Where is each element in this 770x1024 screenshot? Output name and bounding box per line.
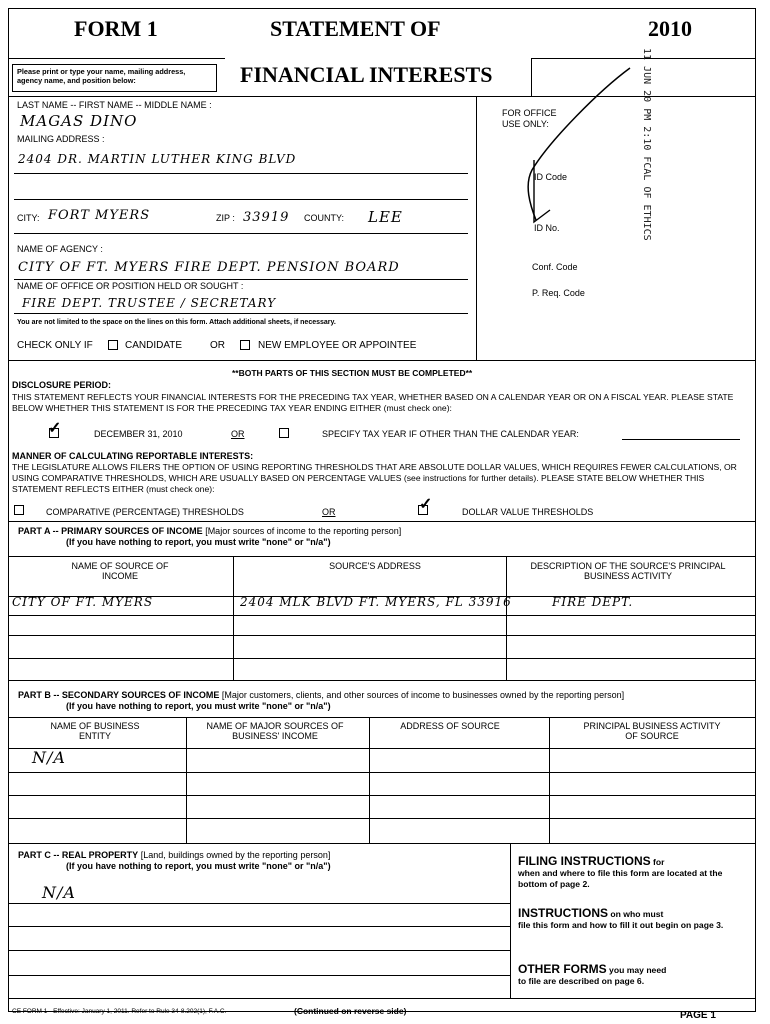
- zip-value: 33919: [243, 210, 290, 225]
- part-a-col-description: DESCRIPTION OF THE SOURCE'S PRINCIPAL BUSINESS ACTIVITY: [530, 561, 726, 581]
- id-code-label: ID Code: [534, 172, 568, 182]
- footer-continued: (Continued on reverse side): [294, 1006, 407, 1016]
- office-value: FIRE DEPT. TRUSTEE / SECRETARY: [22, 296, 277, 310]
- threshold-or: OR: [322, 507, 336, 517]
- candidate-label: CANDIDATE: [125, 340, 183, 351]
- part-a-row1-address: 2404 MLK BLVD FT. MYERS, FL 33916: [240, 595, 512, 609]
- city-label: CITY:: [17, 213, 40, 223]
- part-b-col-entity: NAME OF BUSINESS ENTITY: [50, 721, 140, 741]
- part-a-row1-name: CITY OF FT. MYERS: [12, 595, 154, 609]
- other-forms-note: OTHER FORMS you may need to file are described on page 6.: [518, 962, 667, 986]
- filing-instructions: FILING INSTRUCTIONS for when and where to file this form are located at the bottom of page 2.: [518, 854, 723, 889]
- part-a-heading: PART A -- PRIMARY SOURCES OF INCOME [Major sources of income to the reporting person]: [18, 526, 402, 536]
- specify-tax-year-field[interactable]: [622, 439, 740, 440]
- agency-label: NAME OF AGENCY :: [17, 244, 103, 254]
- comparative-checkbox[interactable]: [14, 505, 24, 515]
- part-c-heading: PART C -- REAL PROPERTY [Land, buildings owned by the reporting person]: [18, 850, 331, 860]
- mailing-address: 2404 DR. MARTIN LUTHER KING BLVD: [18, 152, 297, 166]
- office-use-label: FOR OFFICE USE ONLY:: [502, 108, 557, 129]
- both-parts-notice: **BOTH PARTS OF THIS SECTION MUST BE COMPLETED**: [232, 368, 473, 378]
- part-b-col-activity: PRINCIPAL BUSINESS ACTIVITY OF SOURCE: [583, 721, 721, 741]
- candidate-checkbox[interactable]: [108, 340, 118, 350]
- form-year: 2010: [648, 16, 692, 41]
- office-label: NAME OF OFFICE OR POSITION HELD OR SOUGHT :: [17, 281, 244, 291]
- dec31-label: DECEMBER 31, 2010: [94, 429, 183, 439]
- new-employee-checkbox[interactable]: [240, 340, 250, 350]
- comparative-label: COMPARATIVE (PERCENTAGE) THRESHOLDS: [46, 507, 244, 517]
- part-a-subheading: (If you have nothing to report, you must write "none" or "n/a"): [66, 537, 331, 547]
- new-employee-label: NEW EMPLOYEE OR APPOINTEE: [258, 340, 417, 351]
- page-number: PAGE 1: [680, 1010, 716, 1021]
- address-label: MAILING ADDRESS :: [17, 134, 105, 144]
- city-value: FORT MYERS: [48, 208, 151, 223]
- period-or: OR: [231, 429, 245, 439]
- part-b-row1-entity: N/A: [32, 748, 66, 767]
- id-no-label: ID No.: [534, 223, 560, 233]
- specify-tax-year-label: SPECIFY TAX YEAR IF OTHER THAN THE CALENDAR YEAR:: [322, 429, 579, 439]
- part-a-col-name: NAME OF SOURCE OF INCOME: [71, 561, 169, 581]
- form-title-line1: STATEMENT OF: [270, 16, 441, 41]
- office-use-scribble: [510, 60, 640, 230]
- disclosure-period-heading: DISCLOSURE PERIOD:: [12, 380, 112, 390]
- part-b-subheading: (If you have nothing to report, you must write "none" or "n/a"): [66, 701, 331, 711]
- dollar-label: DOLLAR VALUE THRESHOLDS: [462, 507, 594, 517]
- space-note: You are not limited to the space on the lines on this form. Attach additional sheets, if necessary.: [17, 319, 336, 326]
- or-label: OR: [210, 340, 225, 351]
- received-stamp: 11 JUN 20 PM 2:10 FCAL OF ETHICS: [641, 48, 652, 241]
- part-b-col-address: ADDRESS OF SOURCE: [400, 721, 500, 731]
- conf-code-label: Conf. Code: [532, 262, 578, 272]
- agency-value: CITY OF FT. MYERS FIRE DEPT. PENSION BOARD: [18, 260, 400, 275]
- form-number: FORM 1: [74, 16, 158, 41]
- specify-tax-year-checkbox[interactable]: [279, 428, 289, 438]
- part-b-col-sources: NAME OF MAJOR SOURCES OF BUSINESS' INCOME: [206, 721, 344, 741]
- zip-label: ZIP :: [216, 213, 235, 223]
- part-c-row1: N/A: [42, 883, 76, 902]
- part-c-subheading: (If you have nothing to report, you must write "none" or "n/a"): [66, 861, 331, 871]
- name-label: LAST NAME -- FIRST NAME -- MIDDLE NAME :: [17, 100, 212, 110]
- manner-heading: MANNER OF CALCULATING REPORTABLE INTERESTS:: [12, 451, 254, 461]
- part-a-col-address: SOURCE'S ADDRESS: [329, 561, 421, 571]
- footer-form-ref: CE FORM 1 - Effective: January 1, 2011. Refer to Rule 34-8.202(1), F.A.C.: [12, 1008, 227, 1015]
- county-label: COUNTY:: [304, 213, 345, 223]
- check-only-label: CHECK ONLY IF: [17, 340, 93, 351]
- filer-name: MAGAS DINO: [20, 112, 138, 130]
- manner-text: THE LEGISLATURE ALLOWS FILERS THE OPTION OF USING REPORTING THRESHOLDS THAT ARE ABSOLUTE DOLLAR VALUES, WHICH REQUIRES FEWER CALCULATIONS, OR USING COMPARATIVE THRESHOLDS, WHICH ARE USUALLY BASED ON PERCENTAGE VALUES (see instructions for further details). PLEASE STATE BELOW WHETHER THIS STATEMENT REFLECTS EITHER (must check one):: [12, 462, 737, 494]
- dec31-checkmark-icon: ✓: [48, 420, 62, 437]
- dollar-checkmark-icon: ✓: [419, 496, 433, 513]
- disclosure-period-text: THIS STATEMENT REFLECTS YOUR FINANCIAL INTERESTS FOR THE PRECEDING TAX YEAR, WHETHER BASED ON A CALENDAR YEAR OR ON A FISCAL YEAR. PLEASE STATE BELOW WHETHER THIS STATEMENT IS FOR THE PRECEDING TAX YEAR ENDING EITHER (must check one):: [12, 392, 734, 413]
- instructions-note: INSTRUCTIONS on who must file this form and how to fill it out begin on page 3.: [518, 906, 724, 930]
- county-value: LEE: [368, 208, 403, 226]
- part-a-row1-description: FIRE DEPT.: [552, 595, 634, 609]
- form-title-line2: FINANCIAL INTERESTS: [240, 62, 493, 87]
- print-instruction-box: Please print or type your name, mailing address, agency name, and position below:: [12, 64, 217, 92]
- p-req-code-label: P. Req. Code: [532, 288, 585, 298]
- part-b-heading: PART B -- SECONDARY SOURCES OF INCOME [Major customers, clients, and other sources of income to businesses owned by the reporting person]: [18, 690, 625, 700]
